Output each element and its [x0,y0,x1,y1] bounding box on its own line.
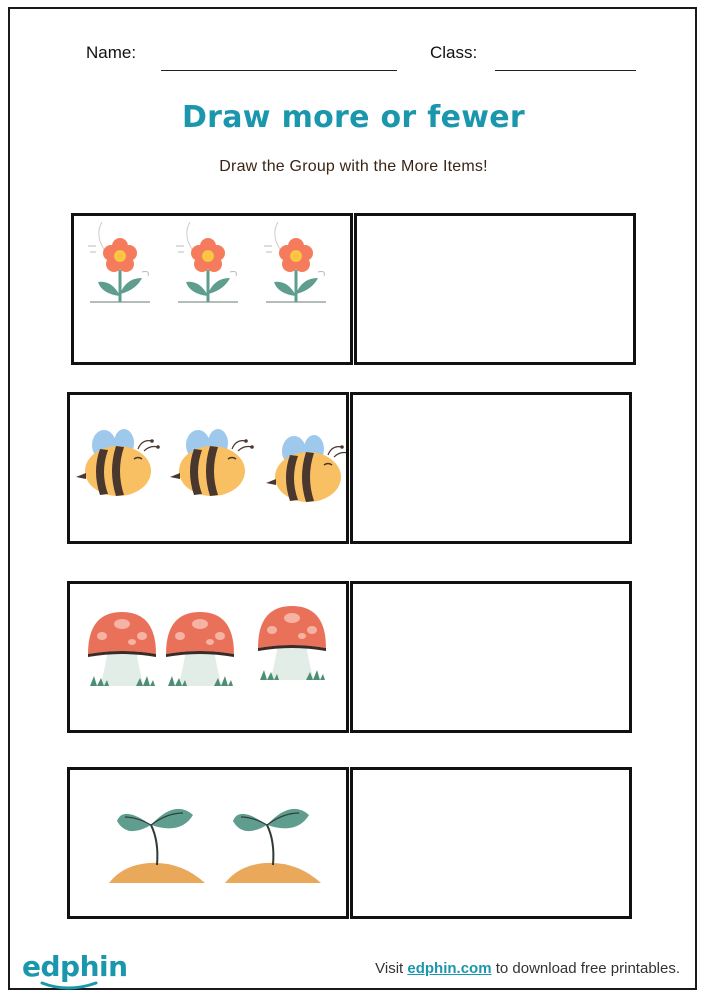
row-2-picture-box [67,392,349,544]
footer-suffix: to download free printables. [491,960,680,977]
edphin-logo[interactable]: edphin [22,950,128,983]
footer-text [375,960,680,977]
logo-swoosh-icon [40,981,100,991]
mushroom-2 [166,612,234,686]
sprout-group [70,770,346,916]
row-1-picture-box [71,213,353,365]
class-label: Class: [430,43,478,62]
mushroom-3 [258,606,326,680]
flower-2 [176,222,238,302]
mushroom-group [70,584,346,730]
flower-3 [264,222,326,302]
mushroom-1 [88,612,156,686]
footer-prefix: Visit [375,960,408,977]
bee-2 [170,429,254,496]
row-3-draw-box[interactable] [350,581,632,733]
worksheet-title: Draw more or fewer [181,100,526,135]
name-label: Name: [86,43,137,62]
class-line[interactable] [495,70,636,71]
bee-3 [266,435,346,502]
sprout-2 [225,809,321,883]
row-1-draw-box[interactable] [354,213,636,365]
row-4-draw-box[interactable] [350,767,632,919]
sprout-1 [109,809,205,883]
flower-1 [88,222,150,302]
row-3-picture-box [67,581,349,733]
flower-group [74,216,350,362]
worksheet-instruction: Draw the Group with the More Items! [219,158,488,175]
name-line[interactable] [161,70,397,71]
bee-group [70,395,346,541]
row-4-picture-box [67,767,349,919]
footer-link[interactable]: edphin.com [407,960,492,977]
row-2-draw-box[interactable] [350,392,632,544]
bee-1 [76,429,160,496]
